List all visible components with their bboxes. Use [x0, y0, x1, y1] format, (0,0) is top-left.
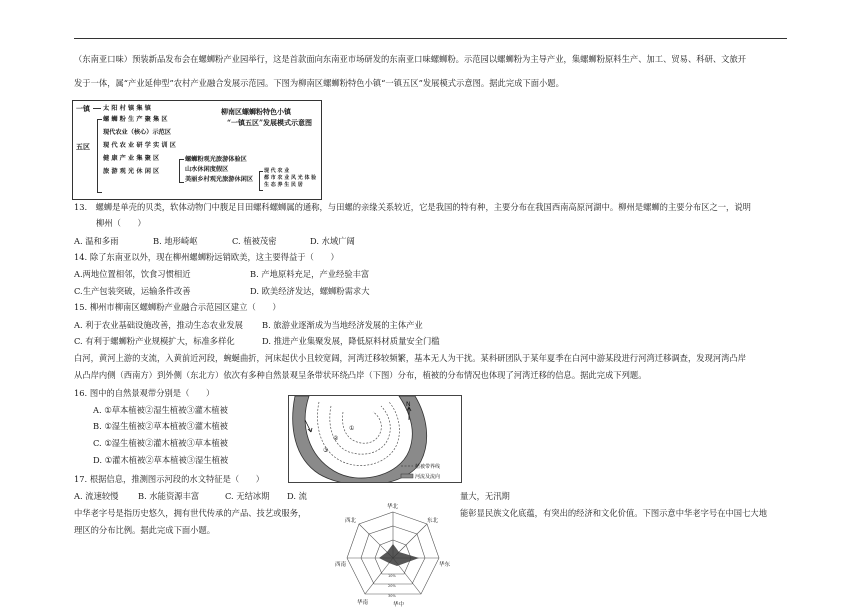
river-bend-map	[288, 395, 462, 483]
diagram-title-2: “一镇五区”发展模式示意图	[227, 118, 313, 127]
passage3-line-1b: 能彰显民族文化底蕴，有突出的经济和文化价值。下图示意中华老字号在中国七大地	[460, 508, 767, 518]
river-channel	[293, 396, 427, 482]
yizhen-wuqu-diagram	[72, 100, 322, 200]
passage2-line-2: 从凸岸内侧（西南方）到外侧（东北方）依次有多种自然景观呈条带状环绕凸岸（下图）分布，植被的分布情况也体现了河湾迁移的信息。据此完成下列题。	[74, 370, 647, 380]
radar-label-southwest: 西南	[335, 562, 347, 568]
q15-option-b: B. 旅游业逐渐成为当地经济发展的主体产业	[262, 320, 423, 330]
q13-option-a: A. 温和多雨	[74, 236, 119, 246]
legend-river-swatch	[401, 474, 413, 478]
q13-option-c: C. 植被茂密	[232, 236, 277, 246]
intro-line-1: （东南亚口味）预装新品发布会在螺蛳粉产业园举行，这是首款面向东南亚市场研发的东南亚口味螺蛳粉。示范园以螺蛳粉为主导产业，集螺蛳粉原料生产、加工、贸易、科研、文旅开	[74, 54, 747, 64]
zone-marker-1: ①	[349, 425, 355, 432]
north-label: N	[406, 401, 411, 408]
radar-label-south-china: 华南	[357, 600, 369, 606]
q15-option-a: A. 利于农业基础设施改善，推动生态农业发展	[74, 320, 243, 330]
radar-label-east-china: 华东	[439, 562, 451, 568]
zone-2: 现代农业（核心）示范区	[103, 129, 172, 136]
river-label: 白河	[351, 472, 363, 478]
q14-option-c: C.生产包装突破，运输条件改善	[74, 286, 191, 296]
zone-marker-2: ②	[333, 435, 339, 442]
radar-label-northeast: 东北	[427, 518, 439, 524]
river-bend-svg	[289, 396, 461, 482]
passage3-line-2: 理区的分布比例。据此完成下面小题。	[74, 525, 216, 535]
q17-option-d-rest: 量大，无汛期	[460, 491, 510, 501]
q17-option-b: B. 水能资源丰富	[138, 491, 200, 501]
tourism-2: 山水休闲度假区	[185, 166, 229, 173]
passage3-line-1a: 中华老字号是指历史悠久，拥有世代传承的产品、技艺或服务，	[74, 508, 307, 518]
radar-svg	[335, 500, 455, 607]
radar-label-northwest: 西北	[345, 518, 357, 524]
q16-option-a: A. ①草本植被②湿生植被③灌木植被	[93, 405, 228, 415]
q17-option-a: A. 流速较慢	[74, 491, 119, 501]
radar-data-area	[379, 544, 419, 566]
diagram-title-1: 柳南区螺蛳粉特色小镇	[221, 107, 291, 116]
rural-3: 生 态 养 生 民 居	[264, 182, 303, 188]
zone-marker-3: ③	[323, 447, 329, 454]
wuqu-label: 五区	[76, 142, 90, 151]
q17-option-c: C. 无结冰期	[225, 491, 270, 501]
zone-4: 健 康 产 业 集 聚 区	[103, 155, 160, 162]
q16-option-d: D. ①灌木植被②草本植被③湿生植被	[93, 455, 229, 465]
q15-option-d: D. 推进产业集聚发展，降低原料材质量安全门槛	[262, 336, 440, 346]
q13-stem-1: 13. 螺蛳是单壳的贝类，软体动物门中腹足目田螺科螺蛳属的通称，与田螺的亲缘关系较近，它是我国的特有种，主要分布在我国西南高原河湖中。柳州是螺蛳的主要分布区之一，说明	[74, 202, 751, 212]
radar-label-central-china: 华中	[393, 602, 405, 607]
vegetation-boundary-1	[317, 402, 399, 466]
tourism-3: 美丽乡村观光旅游休闲区	[185, 176, 254, 183]
zone-5: 旅 游 观 光 休 闲 区	[103, 168, 160, 175]
q16-option-c: C. ①湿生植被②灌木植被③草本植被	[93, 438, 228, 448]
laozihao-radar-chart	[335, 500, 455, 607]
zone-1: 螺 蛳 粉 生 产 聚 集 区	[103, 116, 168, 123]
tourism-1: 螺蛳粉观光旅游体验区	[185, 156, 247, 163]
q17-stem: 17. 根据信息，推测图示河段的水文特征是（ ）	[74, 474, 265, 484]
rural-1: 现 代 农 业	[264, 168, 290, 174]
vegetation-boundary-2	[330, 406, 390, 454]
zone-3: 现 代 农 业 研 学 实 训 区	[103, 142, 176, 149]
q15-stem: 15. 柳州市柳南区螺蛳粉产业融合示范园区建立（ ）	[74, 302, 281, 312]
radar-tick-20: 20%	[388, 584, 396, 588]
header-rule	[74, 38, 787, 39]
radar-tick-10: 10%	[388, 574, 396, 578]
intro-line-2: 发于一体，属“产业延伸型”农村产业融合发展示范园。下图为柳南区螺蛳粉特色小镇“一镇五区”发展模式示意图。据此完成下面小题。	[74, 78, 564, 88]
q16-stem: 16. 图中的自然景观带分别是（ ）	[74, 388, 215, 398]
q15-option-c: C. 有利于螺蛳粉产业规模扩大，标准多样化	[74, 336, 235, 346]
q13-option-b: B. 地形崎岖	[153, 236, 198, 246]
q16-option-b: B. ①湿生植被②草本植被③灌木植被	[93, 421, 228, 431]
q14-option-d: D. 欧美经济发达，螺蛳粉需求大	[250, 286, 370, 296]
q14-stem: 14. 除了东南亚以外，现在柳州螺蛳粉远销欧美，这主要得益于（ ）	[74, 252, 339, 262]
yizhen-label: 一镇	[76, 104, 90, 113]
q17-option-d: D. 流	[287, 491, 307, 501]
yizhen-text: 太 阳 村 镇 集 镇	[103, 105, 151, 112]
radar-label-north-china: 华北	[387, 504, 399, 510]
q13-option-d: D. 水域广阔	[310, 236, 355, 246]
rural-2: 都 市 农 业 风 光 体 验	[264, 175, 317, 181]
q13-stem-2: 柳州（ ）	[96, 218, 146, 228]
q14-option-b: B. 产地原料充足，产业经验丰富	[250, 269, 370, 279]
radar-tick-30: 30%	[388, 594, 396, 598]
legend-river-label: 河流及流向	[415, 474, 441, 480]
legend-boundary-label: 植被带界线	[415, 464, 441, 470]
q14-option-a: A.两地位置相邻，饮食习惯相近	[74, 269, 191, 279]
passage2-line-1: 白河，黄河上游的支流，入黄前近河段，蜿蜒曲折，河床起伏小且较宽阔，河湾迁移较频繁，基本无人为干扰。某科研团队于某年夏季在白河中游某段进行河湾迁移调查，发现河湾凸岸	[74, 353, 747, 363]
